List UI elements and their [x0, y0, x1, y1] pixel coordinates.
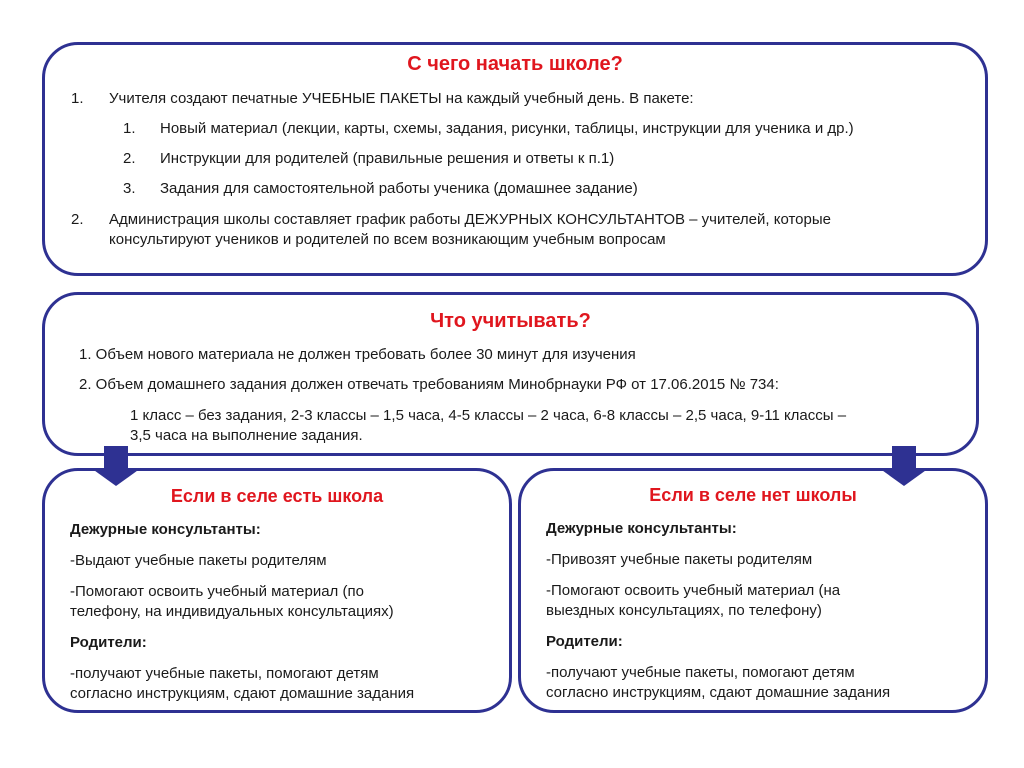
- with-school-parents-heading: Родители:: [70, 634, 147, 651]
- start-item-2-line1: Администрация школы составляет график работы ДЕЖУРНЫХ КОНСУЛЬТАНТОВ – учителей, которые: [109, 211, 831, 228]
- consider-item-1: 1. Объем нового материала не должен требовать более 30 минут для изучения: [79, 346, 636, 363]
- subitem-3-text: Задания для самостоятельной работы ученика (домашнее задание): [160, 180, 638, 197]
- with-school-consultants-heading: Дежурные консультанты:: [70, 521, 261, 538]
- subitem-1-text: Новый материал (лекции, карты, схемы, задания, рисунки, таблицы, инструкции для ученика и др.): [160, 120, 854, 137]
- consider-detail-line1: 1 класс – без задания, 2-3 классы – 1,5 часа, 4-5 классы – 2 часа, 6-8 классы – 2,5 часа, 9-11 классы –: [130, 407, 847, 424]
- consider-title: Что учитывать?: [430, 310, 591, 332]
- start-item-1-text: Учителя создают печатные УЧЕБНЫЕ ПАКЕТЫ на каждый учебный день. В пакете:: [109, 90, 694, 107]
- consider-item-2: 2. Объем домашнего задания должен отвечать требованиям Минобрнауки РФ от 17.06.2015 № 734:: [79, 376, 779, 393]
- subitem-3-number: 3.: [123, 180, 136, 197]
- without-school-title: Если в селе нет школы: [649, 485, 857, 505]
- with-school-parents-duty-line2: согласно инструкциям, сдают домашние задания: [70, 685, 415, 702]
- without-school-consultants-heading: Дежурные консультанты:: [546, 520, 737, 537]
- with-school-parents-duty-line1: -получают учебные пакеты, помогают детям: [70, 665, 379, 682]
- without-school-consultant-duty-1: -Привозят учебные пакеты родителям: [546, 551, 813, 568]
- arrow-down-right-icon: [879, 446, 929, 488]
- subitem-2-number: 2.: [123, 150, 136, 167]
- start-item-1-number: 1.: [71, 90, 84, 107]
- without-school-section: [518, 468, 988, 713]
- consider-section: [42, 292, 979, 456]
- arrow-left-head: [91, 468, 141, 486]
- consider-detail-line2: 3,5 часа на выполнение задания.: [130, 427, 363, 444]
- with-school-consultant-duty-1: -Выдают учебные пакеты родителям: [70, 552, 327, 569]
- without-school-consultant-duty-2-line2: выездных консультациях, по телефону): [546, 602, 822, 619]
- start-section: [42, 42, 988, 276]
- with-school-title: Если в селе есть школа: [170, 486, 384, 506]
- without-school-consultant-duty-2-line1: -Помогают освоить учебный материал (на: [546, 582, 841, 599]
- start-title: С чего начать школе?: [407, 53, 623, 75]
- arrow-right-shaft: [892, 446, 916, 470]
- arrow-left-shaft: [104, 446, 128, 470]
- start-item-2-number: 2.: [71, 211, 84, 228]
- subitem-1-number: 1.: [123, 120, 136, 137]
- subitem-2-text: Инструкции для родителей (правильные решения и ответы к п.1): [160, 150, 615, 167]
- arrow-down-left-icon: [91, 446, 141, 488]
- arrow-right-head: [879, 468, 929, 486]
- with-school-consultant-duty-2-line1: -Помогают освоить учебный материал (по: [70, 583, 364, 600]
- with-school-section: [42, 468, 512, 713]
- without-school-parents-duty-line2: согласно инструкциям, сдают домашние задания: [546, 684, 891, 701]
- without-school-parents-heading: Родители:: [546, 633, 623, 650]
- start-item-2-line2: консультируют учеников и родителей по всем возникающим учебным вопросам: [109, 231, 666, 248]
- without-school-parents-duty-line1: -получают учебные пакеты, помогают детям: [546, 664, 855, 681]
- with-school-consultant-duty-2-line2: телефону, на индивидуальных консультациях): [70, 603, 394, 620]
